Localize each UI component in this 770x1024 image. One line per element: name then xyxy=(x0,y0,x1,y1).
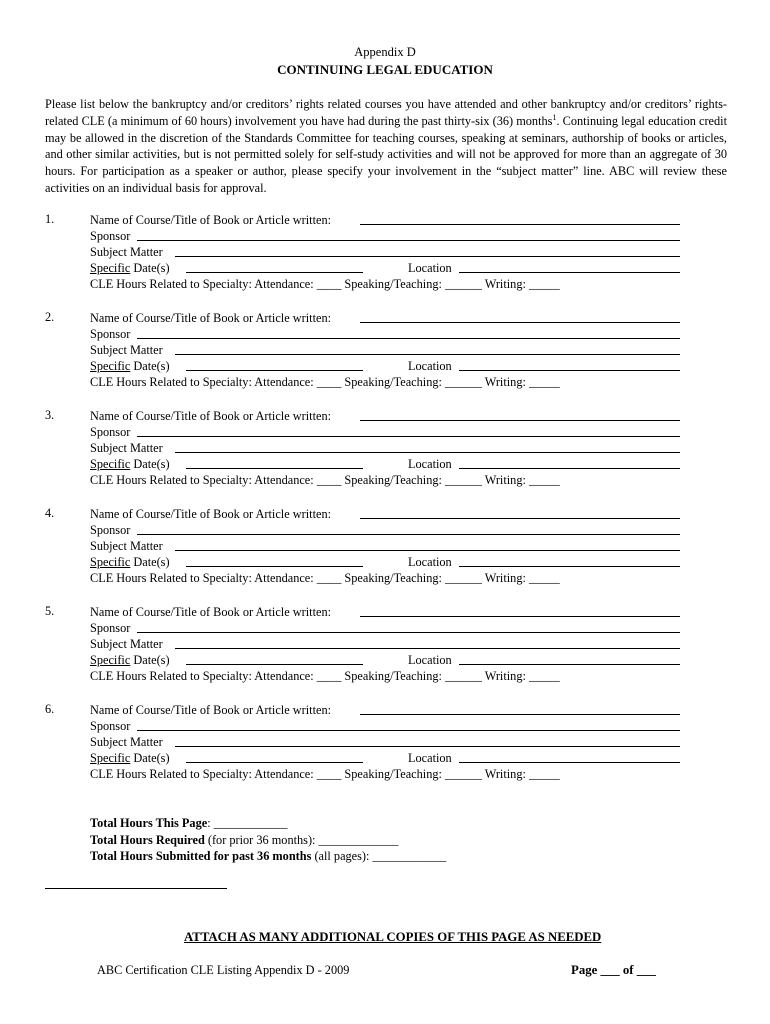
location-field[interactable] xyxy=(459,260,680,273)
sponsor-label: Sponsor xyxy=(90,327,131,341)
page-title: CONTINUING LEGAL EDUCATION xyxy=(277,62,493,77)
cle-hours-line[interactable]: CLE Hours Related to Specialty: Attendance: ____ Speaking/Teaching: ______ Writing: _____ xyxy=(90,767,560,781)
subject-matter-label: Subject Matter xyxy=(90,735,163,749)
course-title-label: Name of Course/Title of Book or Article written: xyxy=(90,703,332,717)
entry-number: 4. xyxy=(45,506,55,520)
cle-entry xyxy=(0,702,770,782)
course-title-field[interactable] xyxy=(360,310,680,323)
dates-label: Specific Date(s) xyxy=(90,261,170,275)
course-title-field[interactable] xyxy=(360,604,680,617)
dates-label: Specific Date(s) xyxy=(90,359,170,373)
dates-label: Specific Date(s) xyxy=(90,555,170,569)
sponsor-field[interactable] xyxy=(137,424,680,437)
entry-number: 1. xyxy=(45,212,55,226)
course-title-label: Name of Course/Title of Book or Article written: xyxy=(90,409,332,423)
course-title-label: Name of Course/Title of Book or Article written: xyxy=(90,311,332,325)
entry-number: 2. xyxy=(45,310,55,324)
cle-hours-line[interactable]: CLE Hours Related to Specialty: Attendance: ____ Speaking/Teaching: ______ Writing: _____ xyxy=(90,473,560,487)
footer-page-number: Page ___ of ___ xyxy=(571,963,656,977)
totals-section xyxy=(90,815,446,865)
location-label: Location xyxy=(408,751,452,765)
course-title-field[interactable] xyxy=(360,408,680,421)
sponsor-field[interactable] xyxy=(137,718,680,731)
subject-matter-field[interactable] xyxy=(175,244,680,257)
dates-field[interactable] xyxy=(186,750,363,763)
sponsor-label: Sponsor xyxy=(90,229,131,243)
location-field[interactable] xyxy=(459,750,680,763)
course-title-field[interactable] xyxy=(360,212,680,225)
cle-entry xyxy=(0,506,770,586)
sponsor-label: Sponsor xyxy=(90,719,131,733)
instructions-text-2: . Continuing legal education credit may be allowed in the discretion of the Standards Committee for teaching courses, speaking at seminars, authorship of books or articles, and other similar activities, but is not permitted solely for self-study activities and will not be approved for more than an aggregate of 30 hours. For participation as a speaker or author, please specify your involvement in the “subject matter” line. ABC will review these activities on an individual basis for approval. xyxy=(45,113,727,195)
subject-matter-field[interactable] xyxy=(175,342,680,355)
cle-hours-line[interactable]: CLE Hours Related to Specialty: Attendance: ____ Speaking/Teaching: ______ Writing: _____ xyxy=(90,375,560,389)
attach-notice: ATTACH AS MANY ADDITIONAL COPIES OF THIS PAGE AS NEEDED xyxy=(184,930,602,944)
sponsor-field[interactable] xyxy=(137,620,680,633)
subject-matter-label: Subject Matter xyxy=(90,441,163,455)
dates-field[interactable] xyxy=(186,358,363,371)
sponsor-label: Sponsor xyxy=(90,523,131,537)
subject-matter-label: Subject Matter xyxy=(90,343,163,357)
course-title-field[interactable] xyxy=(360,506,680,519)
dates-field[interactable] xyxy=(186,456,363,469)
location-label: Location xyxy=(408,261,452,275)
dates-label: Specific Date(s) xyxy=(90,751,170,765)
total-submitted[interactable]: Total Hours Submitted for past 36 months (all pages): ____________ xyxy=(90,849,447,863)
course-title-label: Name of Course/Title of Book or Article written: xyxy=(90,605,332,619)
sponsor-field[interactable] xyxy=(137,522,680,535)
sponsor-label: Sponsor xyxy=(90,621,131,635)
course-title-field[interactable] xyxy=(360,702,680,715)
footer-document-name: ABC Certification CLE Listing Appendix D - 2009 xyxy=(97,963,350,977)
location-field[interactable] xyxy=(459,554,680,567)
location-label: Location xyxy=(408,555,452,569)
cle-entry xyxy=(0,212,770,292)
location-label: Location xyxy=(408,457,452,471)
subject-matter-label: Subject Matter xyxy=(90,539,163,553)
location-field[interactable] xyxy=(459,456,680,469)
sponsor-field[interactable] xyxy=(137,228,680,241)
instructions-paragraph xyxy=(45,96,727,197)
subject-matter-field[interactable] xyxy=(175,636,680,649)
sponsor-field[interactable] xyxy=(137,326,680,339)
location-label: Location xyxy=(408,653,452,667)
subject-matter-field[interactable] xyxy=(175,734,680,747)
subject-matter-label: Subject Matter xyxy=(90,245,163,259)
course-title-label: Name of Course/Title of Book or Article written: xyxy=(90,213,332,227)
course-title-label: Name of Course/Title of Book or Article written: xyxy=(90,507,332,521)
cle-entry xyxy=(0,408,770,488)
subject-matter-field[interactable] xyxy=(175,440,680,453)
sponsor-label: Sponsor xyxy=(90,425,131,439)
footnote-mark: 1 xyxy=(552,112,557,122)
appendix-label: Appendix D xyxy=(354,45,416,59)
footnote-divider xyxy=(45,888,227,889)
cle-entry xyxy=(0,310,770,390)
location-field[interactable] xyxy=(459,652,680,665)
total-this-page[interactable]: Total Hours This Page: ____________ xyxy=(90,816,288,830)
entry-number: 3. xyxy=(45,408,55,422)
entry-number: 6. xyxy=(45,702,55,716)
entry-number: 5. xyxy=(45,604,55,618)
dates-field[interactable] xyxy=(186,260,363,273)
cle-entry xyxy=(0,604,770,684)
subject-matter-field[interactable] xyxy=(175,538,680,551)
dates-field[interactable] xyxy=(186,652,363,665)
subject-matter-label: Subject Matter xyxy=(90,637,163,651)
location-label: Location xyxy=(408,359,452,373)
location-field[interactable] xyxy=(459,358,680,371)
cle-hours-line[interactable]: CLE Hours Related to Specialty: Attendance: ____ Speaking/Teaching: ______ Writing: _____ xyxy=(90,277,560,291)
total-required[interactable]: Total Hours Required (for prior 36 months): _____________ xyxy=(90,832,399,847)
instructions-text-1: Please list below the bankruptcy and/or creditors’ rights related courses you have attended and other bankruptcy and/or creditors’ rights-related CLE (a minimum of 60 hours) involvement you have had during the past thirty-six (36) months xyxy=(45,97,727,128)
dates-field[interactable] xyxy=(186,554,363,567)
cle-hours-line[interactable]: CLE Hours Related to Specialty: Attendance: ____ Speaking/Teaching: ______ Writing: _____ xyxy=(90,571,560,585)
dates-label: Specific Date(s) xyxy=(90,653,170,667)
cle-hours-line[interactable]: CLE Hours Related to Specialty: Attendance: ____ Speaking/Teaching: ______ Writing: _____ xyxy=(90,669,560,683)
dates-label: Specific Date(s) xyxy=(90,457,170,471)
